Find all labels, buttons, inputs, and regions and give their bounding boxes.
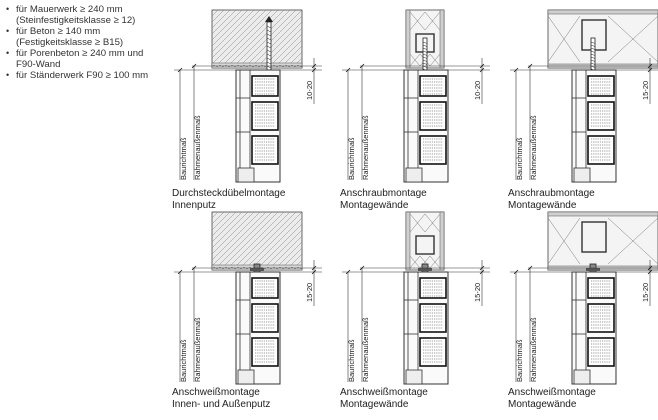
joint-dimension-value: 15-20 (641, 282, 650, 302)
caption-title: Anschweißmontage (508, 387, 596, 398)
requirement-item (4, 48, 148, 70)
joint-dimension-value: 15-20 (305, 282, 314, 302)
requirement-line: F90-Wand (16, 59, 61, 70)
bullet: • (6, 4, 10, 14)
gypsum-board (406, 212, 410, 270)
detail-panel-anschweiss-putz (172, 210, 322, 420)
caption-title: Anschweißmontage (172, 387, 260, 398)
section-drawing (172, 210, 322, 385)
label-rahmenaussenmass: Rahmenaußenmaß (529, 317, 538, 382)
requirement-line: für Beton ≥ 140 mm (16, 26, 101, 37)
requirement-line: (Festigkeitsklasse ≥ B15) (16, 37, 124, 48)
label-baurichtmass: Baurichtmaß (515, 137, 524, 180)
gypsum-board (548, 10, 658, 14)
drawing-group (510, 10, 658, 182)
section-drawing (508, 8, 658, 183)
label-baurichtmass: Baurichtmaß (515, 339, 524, 382)
drawing-group (342, 10, 490, 182)
drywall-wall-wide (548, 10, 658, 68)
requirement-item (4, 4, 148, 26)
caption-subtitle: Montagewände (340, 398, 409, 410)
caption-subtitle: Innenputz (172, 199, 216, 211)
caption-title: Anschweißmontage (340, 387, 428, 398)
detail-caption (172, 387, 270, 410)
detail-panel-anschweiss-1 (340, 210, 490, 420)
requirement-line: für Ständerwerk F90 ≥ 100 mm (16, 70, 149, 81)
bullet: • (6, 26, 10, 36)
requirement-line: (Steinfestigkeitsklasse ≥ 12) (16, 15, 136, 26)
frame-profile (404, 70, 448, 182)
detail-panel-anschweiss-2 (508, 210, 658, 420)
drywall-wall (406, 212, 444, 270)
caption-subtitle: Montagewände (508, 398, 577, 410)
label-rahmenaussenmass: Rahmenaußenmaß (361, 317, 370, 382)
drawing-group (510, 212, 658, 384)
frame-profile (236, 272, 280, 384)
label-baurichtmass: Baurichtmaß (347, 137, 356, 180)
detail-caption (508, 387, 596, 410)
detail-panel-anschraub-2 (508, 8, 658, 218)
drywall-wall-wide (548, 212, 658, 270)
joint-dimension-value: 10-20 (473, 80, 482, 100)
requirement-item (4, 70, 148, 81)
frame-profile (572, 272, 616, 384)
detail-caption (340, 387, 428, 410)
requirements-list (4, 4, 148, 81)
label-baurichtmass: Baurichtmaß (179, 339, 188, 382)
label-rahmenaussenmass: Rahmenaußenmaß (193, 115, 202, 180)
requirement-item (4, 26, 148, 48)
frame-screw (423, 38, 427, 74)
detail-caption (340, 188, 427, 211)
frame-profile (572, 70, 616, 182)
frame-profile (236, 70, 280, 182)
caption-subtitle: Montagewände (508, 199, 577, 211)
joint-dimension-value: 15-20 (473, 282, 482, 302)
requirement-line: für Mauerwerk ≥ 240 mm (16, 4, 123, 15)
detail-caption (172, 188, 285, 211)
gypsum-board (406, 10, 410, 68)
joint-dimension-value: 15-20 (641, 80, 650, 100)
gypsum-board (440, 212, 444, 270)
detail-panel-anschraub-1 (340, 8, 490, 218)
caption-subtitle: Innen- und Außenputz (172, 398, 271, 410)
detail-panel-durchsteckduebel (172, 8, 322, 218)
caption-title: Anschraubmontage (340, 188, 427, 199)
section-drawing (340, 8, 490, 183)
section-drawing (172, 8, 322, 183)
section-drawing (508, 210, 658, 385)
label-rahmenaussenmass: Rahmenaußenmaß (193, 317, 202, 382)
frame-screw (591, 38, 595, 74)
label-rahmenaussenmass: Rahmenaußenmaß (361, 115, 370, 180)
frame-profile (404, 272, 448, 384)
bullet: • (6, 48, 10, 58)
gypsum-board (440, 10, 444, 68)
requirement-line: für Porenbeton ≥ 240 mm und (16, 48, 144, 59)
bullet: • (6, 70, 10, 80)
label-baurichtmass: Baurichtmaß (179, 137, 188, 180)
label-baurichtmass: Baurichtmaß (347, 339, 356, 382)
caption-title: Durchsteckdübelmontage (172, 188, 286, 199)
caption-subtitle: Montagewände (340, 199, 409, 211)
gypsum-board (548, 212, 658, 216)
detail-caption (508, 188, 595, 211)
joint-dimension-value: 10-20 (305, 80, 314, 100)
section-drawing (340, 210, 490, 385)
label-rahmenaussenmass: Rahmenaußenmaß (529, 115, 538, 180)
drawing-group (342, 212, 490, 384)
caption-title: Anschraubmontage (508, 188, 595, 199)
